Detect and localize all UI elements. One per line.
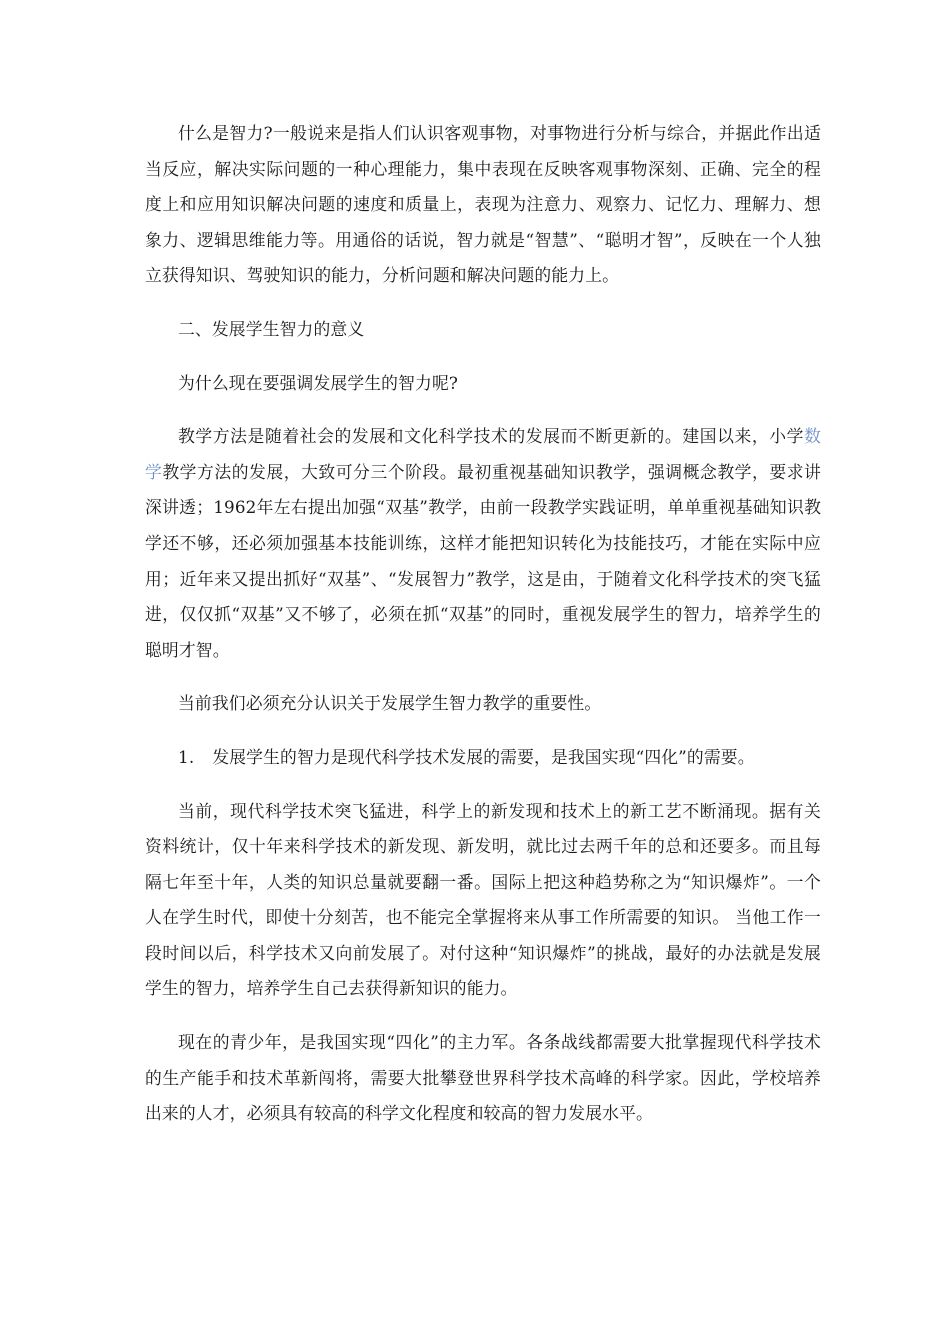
list-item-number: 1. [178,746,195,767]
list-item-text: 发展学生的智力是现代科学技术发展的需要，是我国实现“四化”的需要。 [212,746,755,767]
paragraph-question: 为什么现在要强调发展学生的智力呢? [178,372,459,393]
paragraph-knowledge-explosion: 当前，现代科学技术突飞猛进，科学上的新发现和技术上的新工艺不断涌现。据有关资料统计，仅十年来科学技术的新发现、新发明，就比过去两千年的总和还要多。而且每隔七年至十年，人类的知识总量就要翻一番。国际上把这种趋势称之为“知识爆炸”。一个人在学生时代，即使十分刻苦，也不能完全掌握将来从事工作所需要的知识。 当他工作一段时间以后，科学技术又向前发展了。对付这种“知识爆炸”的挑战，最好的办法就是发展学生的智力，培养学生自己去获得新知识的能力。 [145,800,821,999]
teaching-methods-text-b: 教学方法的发展，大致可分三个阶段。最初重视基础知识教学，强调概念教学，要求讲深讲透；1962年左右提出加强“双基”教学，由前一段教学实践证明，单单重视基础知识教学还不够，还必须加强基本技能训练，这样才能把知识转化为技能技巧，才能在实际中应用；近年来又提出抓好“双基”、“发展智力”教学，这是由，于随着文化科学技术的突飞猛进，仅仅抓“双基”又不够了，必须在抓“双基”的同时，重视发展学生的智力，培养学生的聪明才智。 [145,461,821,660]
list-item-1 [145,740,821,776]
paragraph-teaching-methods [145,419,821,668]
paragraph-importance: 当前我们必须充分认识关于发展学生智力教学的重要性。 [178,693,602,714]
math-keyword-link[interactable]: 数学 [145,426,821,482]
document-body [145,116,821,1132]
section-heading: 二、发展学生智力的意义 [178,318,365,339]
teaching-methods-text-a: 教学方法是随着社会的发展和文化科学技术的发展而不断更新的。建国以来，小学 [178,426,805,447]
paragraph-youth: 现在的青少年，是我国实现“四化”的主力军。各条战线都需要大批掌握现代科学技术的生产能手和技术革新闯将，需要大批攀登世界科学技术高峰的科学家。因此，学校培养出来的人才，必须具有较高的科学文化程度和较高的智力发展水平。 [145,1032,821,1124]
paragraph-definition: 什么是智力?一般说来是指人们认识客观事物，对事物进行分析与综合，并据此作出适当反应，解决实际问题的一种心理能力，集中表现在反映客观事物深刻、正确、完全的程度上和应用知识解决问题的速度和质量上，表现为注意力、观察力、记忆力、理解力、想象力、逻辑思维能力等。用通俗的话说，智力就是“智慧”、“聪明才智”，反映在一个人独立获得知识、驾驶知识的能力，分析问题和解决问题的能力上。 [145,123,821,286]
